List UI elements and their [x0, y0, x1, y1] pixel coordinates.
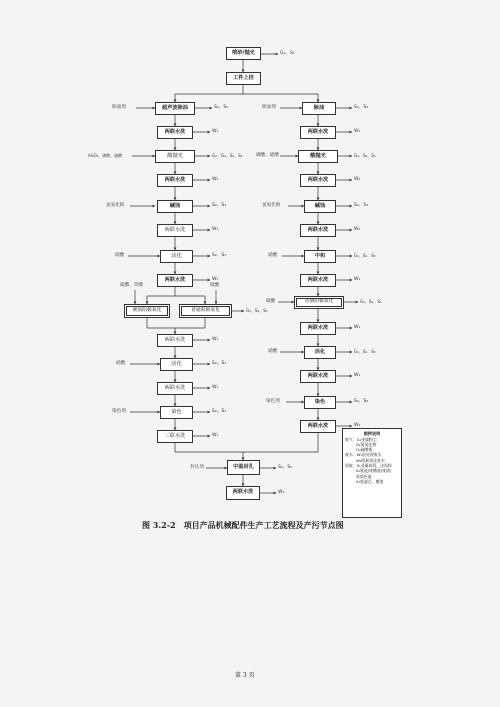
- process-box-r1: 除油: [302, 102, 336, 115]
- output-label-r5: S₂、S₃: [354, 203, 369, 208]
- process-box-r14: 两联水洗: [300, 420, 336, 433]
- input-label-l9b: 硫酸: [210, 283, 220, 288]
- input-label-r7: 硝酸: [268, 253, 278, 258]
- output-label-l1: S₂、S₃: [214, 105, 229, 110]
- output-label-r14: W₁: [354, 423, 361, 428]
- output-label-top1: G₁、S₁: [280, 51, 295, 56]
- output-label-r10: W₁: [354, 325, 361, 330]
- input-label-l3: Al₂O₃、磷酸、硫酸: [88, 153, 123, 158]
- legend-line: 废染色液: [356, 473, 372, 479]
- output-label-r8: W₁: [354, 277, 361, 282]
- legend-line: G₂氮氧化物: [356, 441, 377, 447]
- input-label-l11: 硝酸: [116, 361, 126, 366]
- legend-line: W₂阳极氧化废水: [356, 457, 385, 463]
- process-box-r12: 两联水洗: [300, 370, 336, 383]
- legend-line: 废气：G₁金属粉尘: [345, 436, 377, 442]
- process-box-l5: 碱蚀: [157, 200, 193, 213]
- output-label-r1: S₂、S₃: [354, 105, 369, 110]
- process-box-l2: 两联水洗: [157, 126, 193, 139]
- output-label-l11: S₂、S₃: [212, 361, 227, 366]
- input-label-r11: 硝酸: [268, 349, 278, 354]
- output-label-l14: W₁: [212, 433, 219, 438]
- process-box-r2: 两联水洗: [300, 126, 336, 139]
- process-box-r8: 两联水洗: [300, 274, 336, 287]
- process-box-l13: 染色: [160, 406, 193, 419]
- output-label-r2: W₁: [354, 129, 361, 134]
- process-box-r13: 染色: [304, 396, 336, 409]
- process-box-r7: 中和: [304, 250, 336, 263]
- input-label-l5: 氢氧化钠: [106, 203, 125, 208]
- input-label-l1: 除油剂: [112, 105, 126, 110]
- output-label-l5: S₂、S₃: [212, 203, 227, 208]
- process-box-r6: 两联水洗: [300, 224, 336, 237]
- output-label-r13: S₂、S₃: [354, 399, 369, 404]
- process-box-l7: 活化: [160, 250, 193, 263]
- input-label-l9a: 硫酸、草酸: [120, 283, 143, 288]
- process-box-l3: 酸抛光: [155, 150, 195, 163]
- output-label-r6: W₁: [354, 227, 361, 232]
- legend-line: 废水：W₁前处理废水: [345, 452, 382, 458]
- process-box-l1: 超声波除油: [155, 102, 195, 115]
- output-label-seal: S₂、S₃: [278, 465, 293, 470]
- process-box-sandblast: 喷砂/抛光: [226, 47, 261, 60]
- output-label-l6: W₁: [212, 227, 219, 232]
- input-label-l7: 硝酸: [115, 253, 125, 258]
- process-box-l8: 两联水洗: [157, 274, 193, 287]
- output-label-l9: G₃、S₄、S₅: [246, 308, 268, 313]
- output-label-l8: W₁: [212, 277, 219, 282]
- legend-line: S₃废滤芯、槽渣: [356, 478, 384, 484]
- input-label-r3: 磷酸、硫酸: [256, 153, 279, 158]
- process-box-r4: 两联水洗: [300, 174, 336, 187]
- page-number: 第 3 页: [235, 672, 255, 679]
- legend-line: G₃硫酸雾: [356, 447, 373, 453]
- input-label-r5: 氢氧化钠: [262, 203, 281, 208]
- output-label-l2: W₁: [212, 129, 219, 134]
- input-label-l13: 染色剂: [112, 409, 126, 414]
- figure-caption: 图 3.2-2 项目产品机械配件生产工艺流程及产污节点图: [142, 520, 344, 530]
- output-label-r7: G₃、S₂、S₃: [354, 253, 376, 258]
- process-box-l11: 活化: [160, 358, 193, 371]
- process-box-r9: 普通阳极氧化: [294, 296, 344, 309]
- process-box-l9b: 普通阳极氧化: [179, 304, 232, 318]
- output-label-r9: G₃、S₄、S₅: [360, 299, 382, 304]
- output-label-r12: W₁: [354, 373, 361, 378]
- legend-line: 固废：S₁金属碎屑、边角料: [345, 463, 392, 468]
- process-box-l14: 三联水洗: [157, 430, 193, 443]
- process-box-l12: 两联水洗: [157, 382, 193, 395]
- output-label-l13: S₂、S₃: [212, 409, 227, 414]
- output-label-l4: W₂: [212, 177, 219, 182]
- process-box-seal: 中温封孔: [227, 460, 260, 475]
- input-label-r9: 硫酸: [266, 299, 276, 304]
- output-label-l3: G₂、G₃、S₄、S₅: [212, 153, 243, 158]
- process-box-l10: 两联水洗: [157, 334, 193, 347]
- process-box-final: 两联水洗: [226, 486, 260, 500]
- input-label-r1: 除油剂: [262, 105, 276, 110]
- legend-box: [342, 428, 402, 518]
- process-box-l6: 两联水洗: [157, 224, 193, 237]
- output-label-r3: G₃、S₄、S₅: [354, 153, 376, 158]
- input-label-r13: 染色剂: [266, 399, 280, 404]
- process-box-r11: 活化: [304, 346, 336, 359]
- process-box-l4: 两联水洗: [157, 174, 193, 187]
- process-box-l9a: 硬质阳极氧化: [124, 304, 170, 318]
- process-box-r3: 酸抛光: [298, 150, 338, 163]
- output-label-l12: W₁: [212, 385, 219, 390]
- legend-title: 图例说明: [363, 431, 381, 436]
- output-label-final: W₂: [278, 490, 285, 495]
- process-box-r10: 两联水洗: [300, 322, 336, 335]
- input-label-seal: 封孔剂: [190, 465, 204, 470]
- output-label-r11: G₃、S₂、S₃: [354, 349, 376, 354]
- legend-line: S₂废液/废槽液/废渣/: [356, 468, 392, 474]
- process-box-r5: 碱蚀: [304, 200, 336, 213]
- output-label-l7: S₂、S₃: [212, 253, 227, 258]
- process-box-racking: 工件上挂: [226, 72, 261, 85]
- output-label-r4: W₂: [354, 177, 361, 182]
- output-label-l10: W₁: [212, 337, 219, 342]
